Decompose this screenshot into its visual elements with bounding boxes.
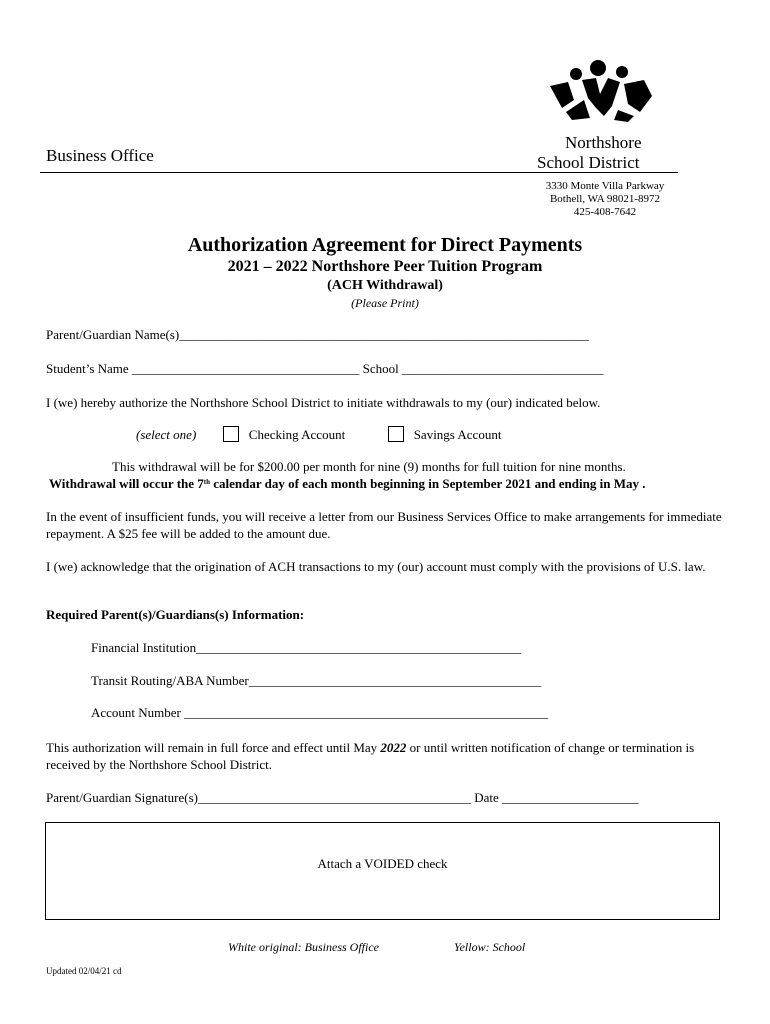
required-info-heading: Required Parent(s)/Guardians(s) Information:	[46, 607, 305, 622]
savings-checkbox[interactable]	[388, 426, 404, 442]
acknowledge-paragraph: I (we) acknowledge that the origination of ACH transactions to my (our) account must comply with the provisions of U.S. law.	[46, 559, 706, 574]
select-one-label: (select one)	[136, 427, 197, 442]
department-name: Business Office	[46, 146, 154, 165]
savings-label: Savings Account	[413, 427, 502, 442]
account-type-row	[136, 426, 501, 443]
header-divider	[40, 172, 678, 173]
phone-number: 425-408-7642	[573, 206, 637, 218]
authorization-year: 2022	[380, 740, 407, 755]
org-name-line2: School District	[537, 153, 640, 172]
print-instruction: (Please Print)	[351, 296, 419, 310]
updated-note: Updated 02/04/21 cd	[46, 966, 122, 976]
schedule-pre: Withdrawal will occur the 7	[49, 476, 204, 491]
address-city: Bothell, WA 98021-8972	[549, 193, 661, 205]
account-number-field[interactable]: Account Number ________________________________________________________	[91, 705, 549, 720]
insufficient-funds-paragraph: In the event of insufficient funds, you will receive a letter from our Business Services Office to make arrangements for immediate repayment. A $25 fee will be added to the amount due.	[46, 509, 722, 541]
district-logo	[548, 60, 658, 122]
signature-date-field[interactable]: Parent/Guardian Signature(s)__________________________________________ Date _____________________	[46, 790, 639, 805]
withdrawal-amount: This withdrawal will be for $200.00 per month for nine (9) months for full tuition for nine months.	[112, 459, 626, 474]
checking-checkbox[interactable]	[223, 426, 239, 442]
schedule-sup: th	[203, 478, 211, 486]
authorization-pre: This authorization will remain in full force and effect until May	[46, 740, 381, 755]
schedule-post: calendar day of each month beginning in September 2021 and ending in May .	[210, 476, 646, 491]
copy-yellow-label: Yellow: School	[454, 940, 526, 954]
address-street: 3330 Monte Villa Parkway	[545, 180, 665, 192]
copy-white-label: White original: Business Office	[228, 940, 379, 954]
voided-check-box	[45, 822, 720, 920]
program-title: 2021 – 2022 Northshore Peer Tuition Program	[227, 258, 543, 275]
org-name-line1: Northshore	[565, 133, 642, 152]
routing-number-field[interactable]: Transit Routing/ABA Number_____________________________________________	[91, 673, 542, 688]
attach-check-label: Attach a VOIDED check	[317, 856, 448, 871]
form-title: Authorization Agreement for Direct Payments	[187, 234, 583, 256]
financial-institution-field[interactable]: Financial Institution__________________________________________________	[91, 640, 522, 655]
authorization-post: or until written notification of change or termination is received by the Northshore School District.	[46, 740, 695, 772]
checking-label: Checking Account	[248, 427, 346, 442]
guardian-name-field[interactable]: Parent/Guardian Name(s)_______________________________________________________________	[46, 327, 589, 342]
method-subtitle: (ACH Withdrawal)	[327, 278, 443, 293]
student-school-field[interactable]: Student’s Name ___________________________________ School _______________________________	[46, 361, 604, 376]
authorization-paragraph	[46, 739, 726, 773]
authorize-statement: I (we) hereby authorize the Northshore School District to initiate withdrawals to my (our) indicated below.	[46, 395, 601, 410]
withdrawal-schedule	[49, 476, 645, 492]
